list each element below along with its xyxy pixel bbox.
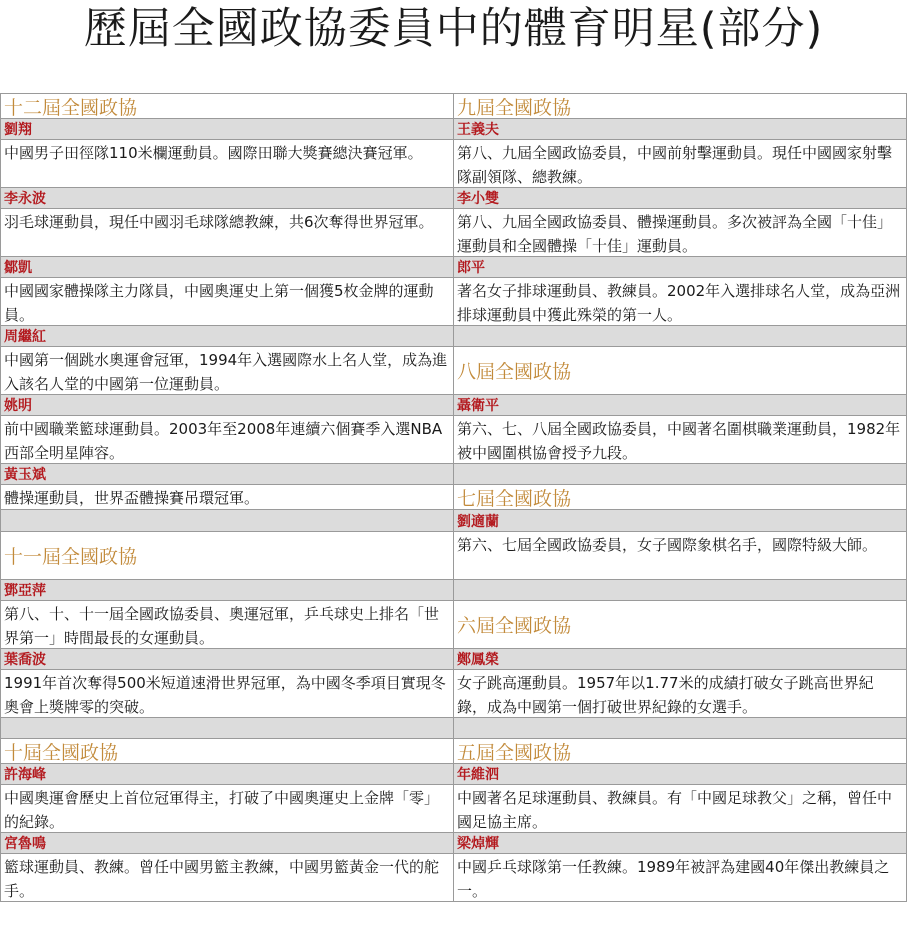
section-heading-9th: 九屆全國政協 [453, 94, 907, 118]
table-row [0, 739, 907, 764]
athlete-description: 中國男子田徑隊110米欄運動員。國際田聯大獎賽總決賽冠軍。 [0, 140, 453, 187]
section-heading-7th: 七屆全國政協 [453, 485, 907, 509]
table-row [0, 416, 907, 464]
table-row [0, 718, 907, 739]
athlete-description: 著名女子排球運動員、教練員。2002年入選排球名人堂，成為亞洲排球運動員中獲此殊榮的第一人。 [453, 278, 907, 325]
athlete-description: 前中國職業籃球運動員。2003年至2008年連續六個賽季入選NBA西部全明星陣容。 [0, 416, 453, 463]
athlete-description: 體操運動員，世界盃體操賽吊環冠軍。 [0, 485, 453, 509]
athlete-name: 王義夫 [453, 119, 907, 139]
section-heading-11th: 十一屆全國政協 [0, 532, 453, 579]
athlete-name: 宮魯鳴 [0, 833, 453, 853]
athlete-name: 李永波 [0, 188, 453, 208]
table-row [0, 188, 907, 209]
athlete-name: 周繼紅 [0, 326, 453, 346]
blank-cell [453, 464, 907, 484]
section-heading-6th: 六屆全國政協 [453, 601, 907, 648]
section-heading-10th: 十屆全國政協 [0, 739, 453, 763]
athletes-table [0, 93, 907, 902]
athlete-description: 第八、九屆全國政協委員、體操運動員。多次被評為全國「十佳」運動員和全國體操「十佳」運動員。 [453, 209, 907, 256]
table-row [0, 785, 907, 833]
table-row [0, 649, 907, 670]
blank-cell [453, 326, 907, 346]
table-row [0, 464, 907, 485]
table-row [0, 257, 907, 278]
athlete-name: 郎平 [453, 257, 907, 277]
athlete-name: 鄧亞萍 [0, 580, 453, 600]
table-row [0, 119, 907, 140]
table-row [0, 347, 907, 395]
athlete-description: 女子跳高運動員。1957年以1.77米的成績打破女子跳高世界紀錄，成為中國第一個打破世界紀錄的女選手。 [453, 670, 907, 717]
athlete-name: 鄒凱 [0, 257, 453, 277]
athlete-name: 劉翔 [0, 119, 453, 139]
athlete-name: 劉適蘭 [453, 510, 907, 531]
table-row [0, 278, 907, 326]
table-row [0, 833, 907, 854]
table-row [0, 601, 907, 649]
athlete-description: 中國著名足球運動員、教練員。有「中國足球教父」之稱，曾任中國足協主席。 [453, 785, 907, 832]
table-row [0, 140, 907, 188]
blank-cell [0, 510, 453, 531]
athlete-description: 第八、十、十一屆全國政協委員、奧運冠軍，乒乓球史上排名「世界第一」時間最長的女運動員。 [0, 601, 453, 648]
athlete-name: 許海峰 [0, 764, 453, 784]
athlete-description: 中國奧運會歷史上首位冠軍得主，打破了中國奧運史上金牌「零」的紀錄。 [0, 785, 453, 832]
section-heading-5th: 五屆全國政協 [453, 739, 907, 763]
athlete-name: 梁焯輝 [453, 833, 907, 853]
table-row [0, 670, 907, 718]
table-row [0, 94, 907, 119]
athlete-description: 中國國家體操隊主力隊員，中國奧運史上第一個獲5枚金牌的運動員。 [0, 278, 453, 325]
athlete-description: 第八、九屆全國政協委員，中國前射擊運動員。現任中國國家射擊隊副領隊、總教練。 [453, 140, 907, 187]
section-heading-12th: 十二屆全國政協 [0, 94, 453, 118]
athlete-name: 聶衛平 [453, 395, 907, 415]
table-row [0, 854, 907, 902]
blank-cell [453, 580, 907, 600]
athlete-description: 第六、七屆全國政協委員，女子國際象棋名手，國際特級大師。 [453, 532, 907, 579]
table-row [0, 764, 907, 785]
athlete-name: 葉喬波 [0, 649, 453, 669]
table-row [0, 326, 907, 347]
athlete-description: 中國乒乓球隊第一任教練。1989年被評為建國40年傑出教練員之一。 [453, 854, 907, 901]
athlete-name: 黃玉斌 [0, 464, 453, 484]
blank-cell [0, 718, 453, 738]
athlete-description: 第六、七、八屆全國政協委員，中國著名圍棋職業運動員，1982年被中國圍棋協會授予九段。 [453, 416, 907, 463]
athlete-description: 籃球運動員、教練。曾任中國男籃主教練，中國男籃黃金一代的舵手。 [0, 854, 453, 901]
table-row [0, 209, 907, 257]
table-row [0, 532, 907, 580]
athlete-name: 李小雙 [453, 188, 907, 208]
section-heading-8th: 八屆全國政協 [453, 347, 907, 394]
blank-cell [453, 718, 907, 738]
page-title: 歷屆全國政協委員中的體育明星(部分) [83, 4, 824, 54]
table-row [0, 485, 907, 510]
table-row [0, 510, 907, 532]
athlete-name: 鄭鳳榮 [453, 649, 907, 669]
table-row [0, 395, 907, 416]
athlete-description: 羽毛球運動員，現任中國羽毛球隊總教練，共6次奪得世界冠軍。 [0, 209, 453, 256]
athlete-description: 中國第一個跳水奧運會冠軍，1994年入選國際水上名人堂，成為進入該名人堂的中國第一位運動員。 [0, 347, 453, 394]
table-row [0, 580, 907, 601]
athlete-name: 姚明 [0, 395, 453, 415]
athlete-name: 年維泗 [453, 764, 907, 784]
athlete-description: 1991年首次奪得500米短道速滑世界冠軍，為中國冬季項目實現冬奧會上獎牌零的突破。 [0, 670, 453, 717]
